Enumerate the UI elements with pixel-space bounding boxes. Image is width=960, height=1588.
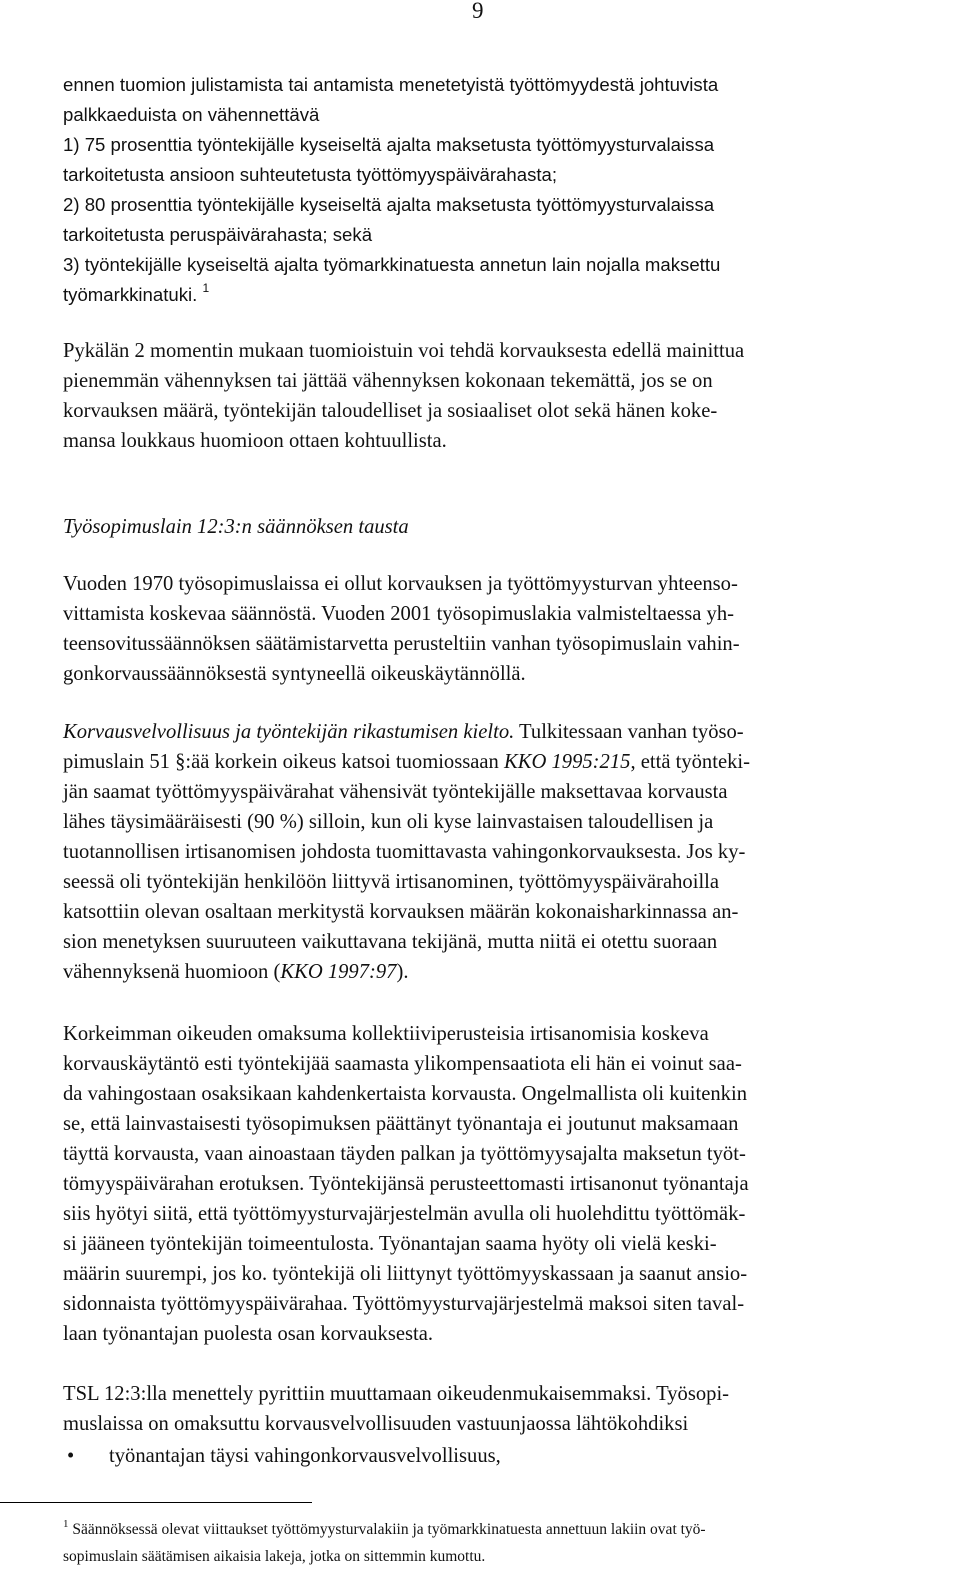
paragraph-line: teensovitussäännöksen säätämistarvetta perusteltiin vanhan työsopimuslain vahin- [63,633,740,655]
page-body [63,70,918,1471]
paragraph-line: muslaissa on omaksuttu korvausvelvollisuuden vastuunjaossa lähtökohdiksi [63,1413,689,1435]
paragraph-line: sion menetyksen suuruuteen vaikuttavana tekijänä, mutta niitä ei otettu suoraan [63,931,718,953]
paragraph-line [63,717,918,747]
paragraph-line: lähes täysimääräisesti (90 %) silloin, kun oli kyse lainvastaisen taloudellisen ja [63,811,714,833]
list-line: tarkoitetusta peruspäivärahasta; sekä [63,224,373,245]
paragraph-tsl [63,1379,918,1439]
bullet-text: työnantajan täysi vahingonkorvausvelvollisuus, [109,1445,501,1467]
paragraph-line: gonkorvaussäännöksestä syntyneellä oikeuskäytännöllä. [63,663,526,685]
list-line-text: työmarkkinatuki. [63,284,198,305]
paragraph-line: tuotannollisen irtisanomisen johdosta tuomittavasta vahingonkorvauksesta. Jos ky- [63,841,746,863]
paragraph-line: pienemmän vähennyksen tai jättää vähennyksen kokonaan tekemättä, jos se on [63,370,713,392]
list-line: tarkoitetusta ansioon suhteutetusta työttömyyspäivärahasta; [63,164,558,185]
run-in-heading: Korvausvelvollisuus ja työntekijän rikastumisen kielto. [63,721,515,743]
paragraph-text: pimuslain 51 §:ää korkein oikeus katsoi tuomiossaan [63,751,504,773]
paragraph-line: vittamista koskevaa säännöstä. Vuoden 2001 työsopimuslakia valmisteltaessa yh- [63,603,734,625]
footnote-line: sopimuslain säätämisen aikaisia lakeja, jotka on sittemmin kumottu. [63,1548,486,1565]
paragraph-line: Pykälän 2 momentin mukaan tuomioistuin voi tehdä korvauksesta edellä mainittua [63,340,745,362]
list-line: 3) työntekijälle kyseiseltä ajalta työmarkkinatuesta annetun lain nojalla maksettu [63,254,721,275]
paragraph-line: da vahingostaan osaksikaan kahdenkertaista korvausta. Ongelmallista oli kuitenkin [63,1083,747,1105]
paragraph-text: vähennyksenä huomioon ( [63,961,281,983]
paragraph-line: si jääneen työntekijän toimeentulosta. Työnantajan saama hyöty oli vielä keski- [63,1233,717,1255]
list-line: 1) 75 prosenttia työntekijälle kyseiseltä ajalta maksetusta työttömyysturvalaissa [63,134,715,155]
list-line: 2) 80 prosenttia työntekijälle kyseiseltä ajalta maksetusta työttömyysturvalaissa [63,194,715,215]
bullet-item [63,1441,918,1471]
list-line: palkkaeduista on vähennettävä [63,104,320,125]
paragraph-pykala [63,336,918,456]
list-line: ennen tuomion julistamista tai antamista menetetyistä työttömyydestä johtuvista [63,74,719,95]
paragraph-line: siis hyötyi siitä, että työttömyysturvajärjestelmän avulla oli huolehdittu työttömäk- [63,1203,746,1225]
case-citation: KKO 1997:97 [280,961,397,983]
list-line-last [63,280,918,312]
paragraph-vuoden [63,569,918,689]
paragraph-line: täyttä korvausta, vaan ainoastaan täyden palkan ja työttömyysajalta maksetun työt- [63,1143,746,1165]
paragraph-line: TSL 12:3:lla menettely pyrittiin muuttamaan oikeudenmukaisemmaksi. Työsopi- [63,1383,730,1405]
case-citation: KKO 1995:215 [504,751,631,773]
paragraph-line [63,747,918,777]
paragraph-line: määrin suurempi, jos ko. työntekijä oli liittynyt työttömyyskassaan ja saanut ansio- [63,1263,748,1285]
section-heading: Työsopimuslain 12:3:n säännöksen tausta [63,516,409,538]
paragraph-line [63,957,918,987]
paragraph-line: tömyyspäivärahan erotuksen. Työntekijänsä perusteettomasti irtisanonut työnantaja [63,1173,749,1195]
footnote [63,1517,933,1570]
paragraph-line: katsottiin olevan osaltaan merkitystä korvauksen määrän kokonaisharkinnassa an- [63,901,739,923]
paragraph-line: Vuoden 1970 työsopimuslaissa ei ollut korvauksen ja työttömyysturvan yhteenso- [63,573,738,595]
page-number: 9 [472,0,484,23]
paragraph-line: korvauksen määrä, työntekijän taloudelliset ja sosiaaliset olot sekä hänen koke- [63,400,718,422]
footnote-divider [0,1502,312,1503]
footnote-reference[interactable]: 1 [202,281,210,295]
paragraph-korvausvelvollisuus [63,717,918,987]
paragraph-line: mansa loukkaus huomioon ottaen kohtuullista. [63,430,447,452]
paragraph-line: korvauskäytäntö esti työntekijää saamasta ylikompensaatiota eli hän ei voinut saa- [63,1053,742,1075]
paragraph-text: , että työnteki- [630,751,750,773]
paragraph-line: seessä oli työntekijän henkilöön liittyvä irtisanominen, työttömyyspäivärahoilla [63,871,720,893]
footnote-line [63,1517,933,1544]
paragraph-text: Tulkitessaan vanhan työso- [514,721,744,743]
paragraph-line: se, että lainvastaisesti työsopimuksen päättänyt työnantaja ei joutunut maksamaan [63,1113,739,1135]
paragraph-text: ). [396,961,409,983]
paragraph-line: jän saamat työttömyyspäivärahat vähensivät työntekijälle maksettavaa korvausta [63,781,728,803]
law-quote-list [63,70,918,312]
footnote-text: Säännöksessä olevat viittaukset työttömyysturvalakiin ja työmarkkinatuesta annettuun lakiin ovat työ- [68,1521,706,1538]
footnote-number: 1 [63,1518,69,1530]
paragraph-line: laan työnantajan puolesta osan korvauksesta. [63,1323,434,1345]
paragraph-line: Korkeimman oikeuden omaksuma kollektiiviperusteisia irtisanomisia koskeva [63,1023,709,1045]
paragraph-korkeimman [63,1019,918,1349]
bullet-icon: • [67,1445,75,1467]
paragraph-line: sidonnaista työttömyyspäivärahaa. Työttömyysturvajärjestelmä maksoi siten taval- [63,1293,745,1315]
